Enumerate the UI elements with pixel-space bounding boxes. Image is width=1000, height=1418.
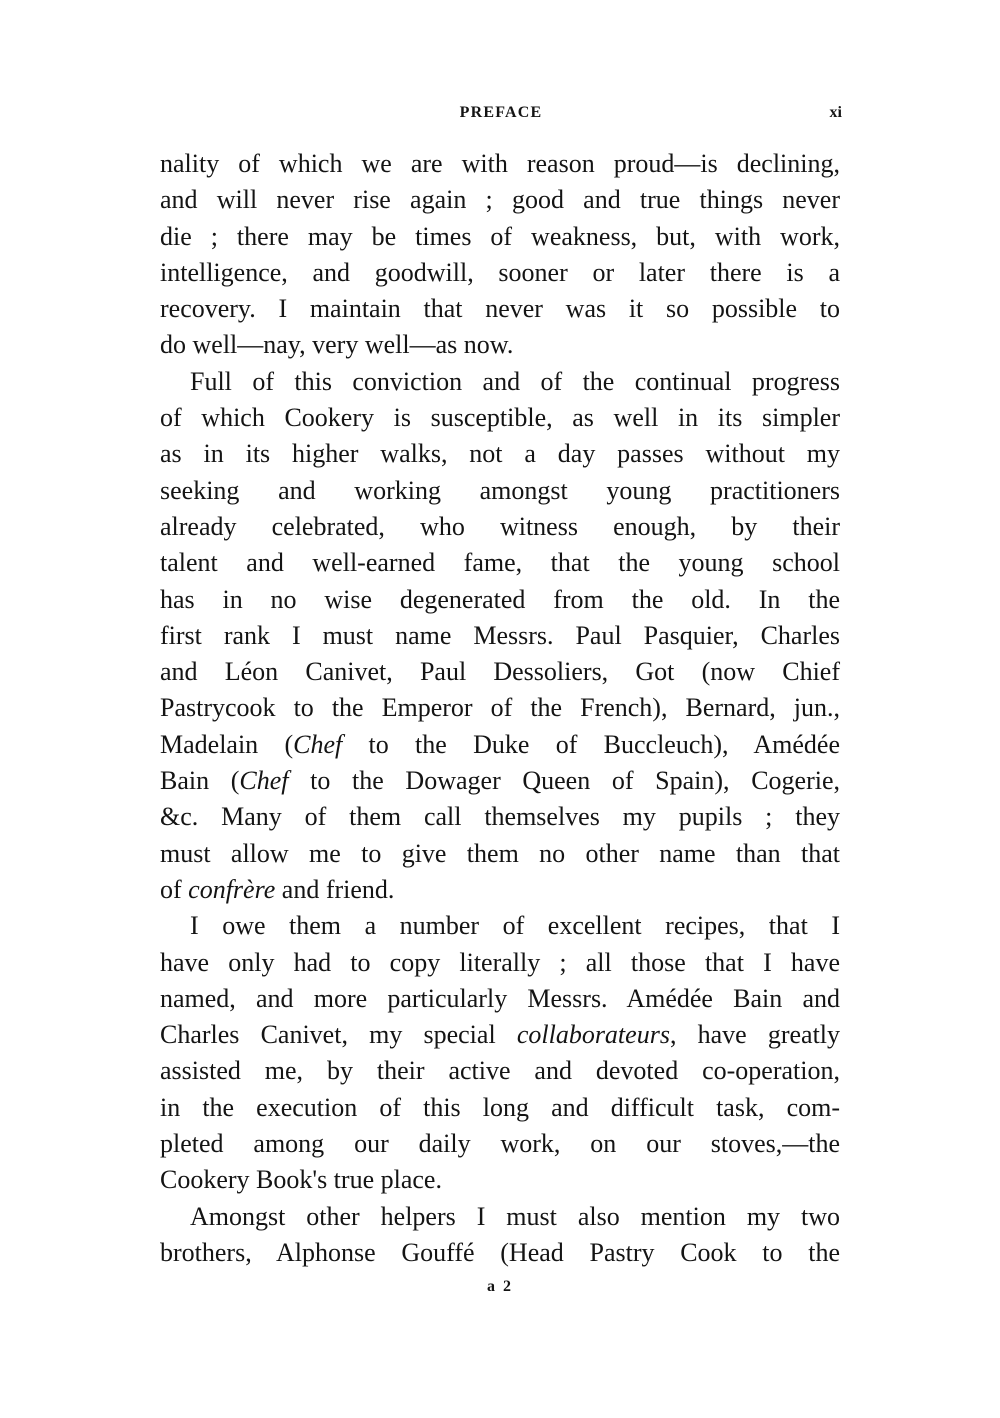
text-line: first rank I must name Messrs. Paul Pasquier, Charles <box>160 620 840 650</box>
text-line: as in its higher walks, not a day passes without my <box>160 439 840 469</box>
text-line: in the execution of this long and difficult task, com- <box>160 1092 840 1122</box>
text-line: named, and more particularly Messrs. Amédée Bain and <box>160 983 840 1013</box>
paragraph-4 <box>160 1199 840 1272</box>
text-line: of which Cookery is susceptible, as well in its simpler <box>160 403 840 433</box>
text-line: nality of which we are with reason proud—is declining, <box>160 149 840 178</box>
text-line: Madelain (Chef to the Duke of Buccleuch), Amédée <box>160 729 841 759</box>
text-line: has in no wise degenerated from the old. In the <box>160 584 840 614</box>
text-line: already celebrated, who witness enough, by their <box>160 511 840 541</box>
text-line: must allow me to give them no other name than that <box>160 838 840 868</box>
text-line: Bain (Chef to the Dowager Queen of Spain), Cogerie, <box>160 766 840 796</box>
body-text <box>160 146 840 1271</box>
text-line: &c. Many of them call themselves my pupils ; they <box>160 802 840 832</box>
text-line: and Léon Canivet, Paul Dessoliers, Got (now Chief <box>160 657 840 687</box>
text-line: Full of this conviction and of the continual progress <box>190 366 840 396</box>
text-line: Pastrycook to the Emperor of the French), Bernard, jun., <box>160 693 840 723</box>
text-line: seeking and working amongst young practitioners <box>160 475 840 505</box>
page-number: xi <box>829 104 842 121</box>
text-line: recovery. I maintain that never was it so possible to <box>160 294 840 324</box>
text-line: die ; there may be times of weakness, but, with work, <box>160 221 840 251</box>
text-line: I owe them a number of excellent recipes, that I <box>190 911 840 941</box>
paragraph-3 <box>160 908 840 1198</box>
running-head <box>160 104 842 128</box>
text-line: brothers, Alphonse Gouffé (Head Pastry Cook to the <box>160 1237 840 1267</box>
text-line: Charles Canivet, my special collaborateurs, have greatly <box>160 1020 841 1050</box>
text-line: do well—nay, very well—as now. <box>160 330 514 360</box>
text-line: Cookery Book's true place. <box>160 1165 442 1195</box>
paragraph-1 <box>160 146 840 364</box>
text-line: of confrère and friend. <box>160 874 395 904</box>
text-line: intelligence, and goodwill, sooner or later there is a <box>160 257 840 287</box>
text-line: Amongst other helpers I must also mention my two <box>190 1201 840 1231</box>
text-line: and will never rise again ; good and true things never <box>160 185 840 215</box>
paragraph-2 <box>160 364 840 908</box>
text-line: pleted among our daily work, on our stoves,—the <box>160 1129 840 1159</box>
text-line: assisted me, by their active and devoted co-operation, <box>160 1056 840 1086</box>
text-line: have only had to copy literally ; all those that I have <box>160 947 840 977</box>
text-line: talent and well-earned fame, that the young school <box>160 548 840 578</box>
signature-mark: a 2 <box>487 1278 513 1295</box>
running-title: PREFACE <box>459 104 543 121</box>
